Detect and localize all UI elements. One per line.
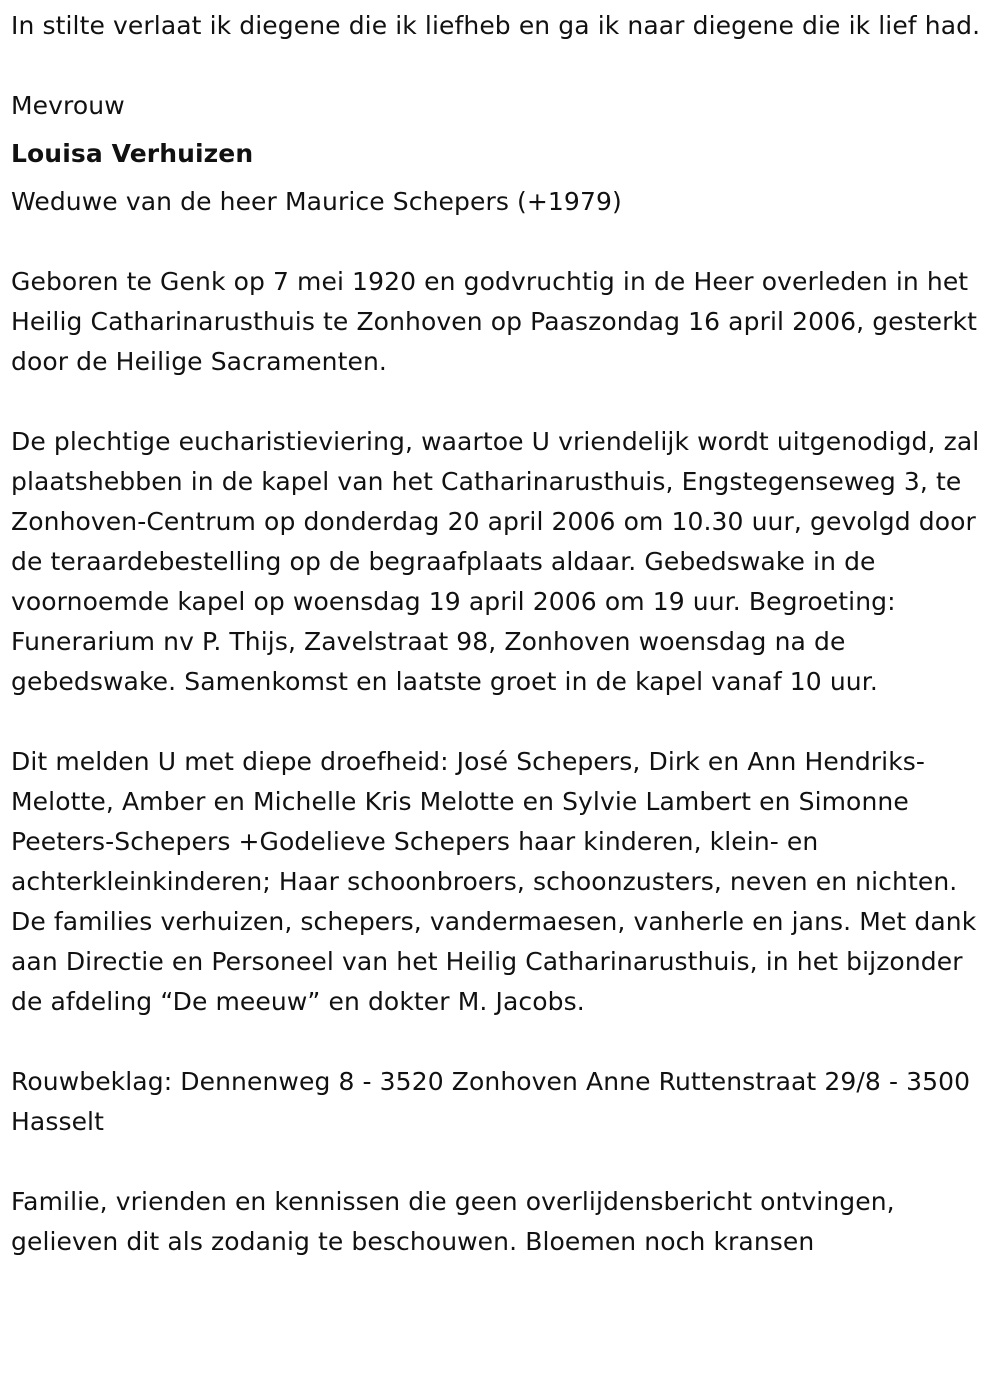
family-paragraph: Dit melden U met diepe droefheid: José Schepers, Dirk en Ann Hendriks-Melotte, Amber en Michelle Kris Melotte en Sylvie Lambert en Simonne Peeters-Schepers +Godelieve Schepers haar kinderen, klein- en achterkleinkinderen; Haar schoonbroers, schoonzusters, neven en nichten. De families verhuizen, schepers, vandermaesen, vanherle en jans. Met dank aan Directie en Personeel van het Heilig Catharinarusthuis, in het bijzonder de afdeling “De meeuw” en dokter M. Jacobs. [11, 747, 977, 1016]
mourning-address: Rouwbeklag: Dennenweg 8 - 3520 Zonhoven Anne Ruttenstraat 29/8 - 3500 Hasselt [11, 1067, 971, 1136]
widow-line: Weduwe van de heer Maurice Schepers (+1979) [11, 187, 622, 216]
deceased-name: Louisa Verhuizen [11, 139, 254, 168]
opening-quote: In stilte verlaat ik diegene die ik liefheb en ga ik naar diegene die ik lief had. [11, 11, 981, 40]
closing-paragraph: Familie, vrienden en kennissen die geen overlijdensbericht ontvingen, gelieven dit als zodanig te beschouwen. Bloemen noch kransen [11, 1187, 895, 1256]
ceremony-paragraph: De plechtige eucharistieviering, waartoe U vriendelijk wordt uitgenodigd, zal plaatshebben in de kapel van het Catharinarusthuis, Engstegenseweg 3, te Zonhoven-Centrum op donderdag 20 april 2006 om 10.30 uur, gevolgd door de teraardebestelling op de begraafplaats aldaar. Gebedswake in de voornoemde kapel op woensdag 19 april 2006 om 19 uur. Begroeting: Funerarium nv P. Thijs, Zavelstraat 98, Zonhoven woensdag na de gebedswake. Samenkomst en laatste groet in de kapel vanaf 10 uur. [11, 427, 980, 696]
salutation: Mevrouw [11, 91, 125, 120]
birth-death-paragraph: Geboren te Genk op 7 mei 1920 en godvruchtig in de Heer overleden in het Heilig Catharinarusthuis te Zonhoven op Paaszondag 16 april 2006, gesterkt door de Heilige Sacramenten. [11, 267, 978, 376]
